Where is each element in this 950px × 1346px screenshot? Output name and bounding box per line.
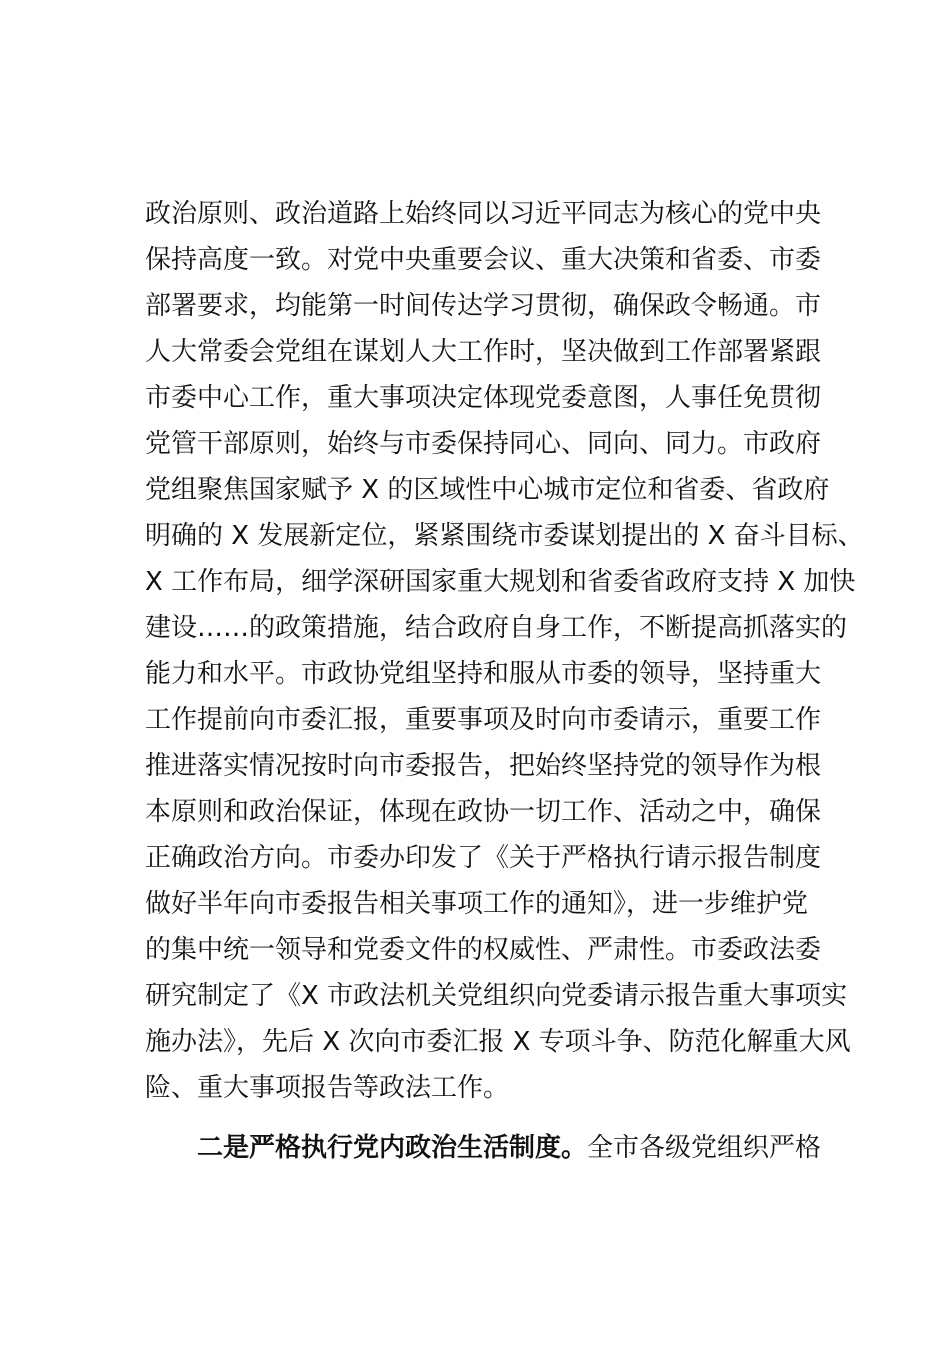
body-text-line: 保持高度一致。对党中央重要会议、重大决策和省委、市委 <box>145 245 822 275</box>
body-text-line: 研究制定了《X 市政法机关党组织向党委请示报告重大事项实 <box>145 981 848 1011</box>
body-text-line: 做好半年向市委报告相关事项工作的通知》，进一步维护党 <box>145 889 809 919</box>
body-text-line: 的集中统一领导和党委文件的权威性、严肃性。市委政法委 <box>145 935 822 965</box>
body-text-line: 险、重大事项报告等政法工作。 <box>145 1073 510 1103</box>
body-text-line: 明确的 X 发展新定位，紧紧围绕市委谋划提出的 X 奋斗目标、 <box>145 521 864 551</box>
body-text-line: 市委中心工作，重大事项决定体现党委意图，人事任免贯彻 <box>145 383 822 413</box>
body-text-line: 能力和水平。市政协党组坚持和服从市委的领导，坚持重大 <box>145 659 822 689</box>
body-text-line: 施办法》，先后 X 次向市委汇报 X 专项斗争、防范化解重大风 <box>145 1027 851 1057</box>
body-text-line: 政治原则、政治道路上始终同以习近平同志为核心的党中央 <box>145 199 822 229</box>
body-text-line: 工作提前向市委汇报，重要事项及时向市委请示，重要工作 <box>145 705 822 735</box>
body-text-line: 党管干部原则，始终与市委保持同心、同向、同力。市政府 <box>145 429 822 459</box>
section-heading: 二是严格执行党内政治生活制度。 <box>197 1133 588 1163</box>
body-text-line: 部署要求，均能第一时间传达学习贯彻，确保政令畅通。市 <box>145 291 822 321</box>
body-text-line: 人大常委会党组在谋划人大工作时，坚决做到工作部署紧跟 <box>145 337 822 367</box>
body-text-line: 党组聚焦国家赋予 X 的区域性中心城市定位和省委、省政府 <box>145 475 830 505</box>
body-text-line: 正确政治方向。市委办印发了《关于严格执行请示报告制度 <box>145 843 822 873</box>
section-text: 全市各级党组织严格 <box>587 1133 822 1163</box>
body-text-line: 建设……的政策措施，结合政府自身工作，不断提高抓落实的 <box>145 613 848 643</box>
body-text-line: 推进落实情况按时向市委报告，把始终坚持党的领导作为根 <box>145 751 822 781</box>
section-paragraph <box>197 1130 847 1166</box>
body-text-line: X 工作布局，细学深研国家重大规划和省委省政府支持 X 加快 <box>145 567 856 597</box>
body-text-line: 本原则和政治保证，体现在政协一切工作、活动之中，确保 <box>145 797 822 827</box>
